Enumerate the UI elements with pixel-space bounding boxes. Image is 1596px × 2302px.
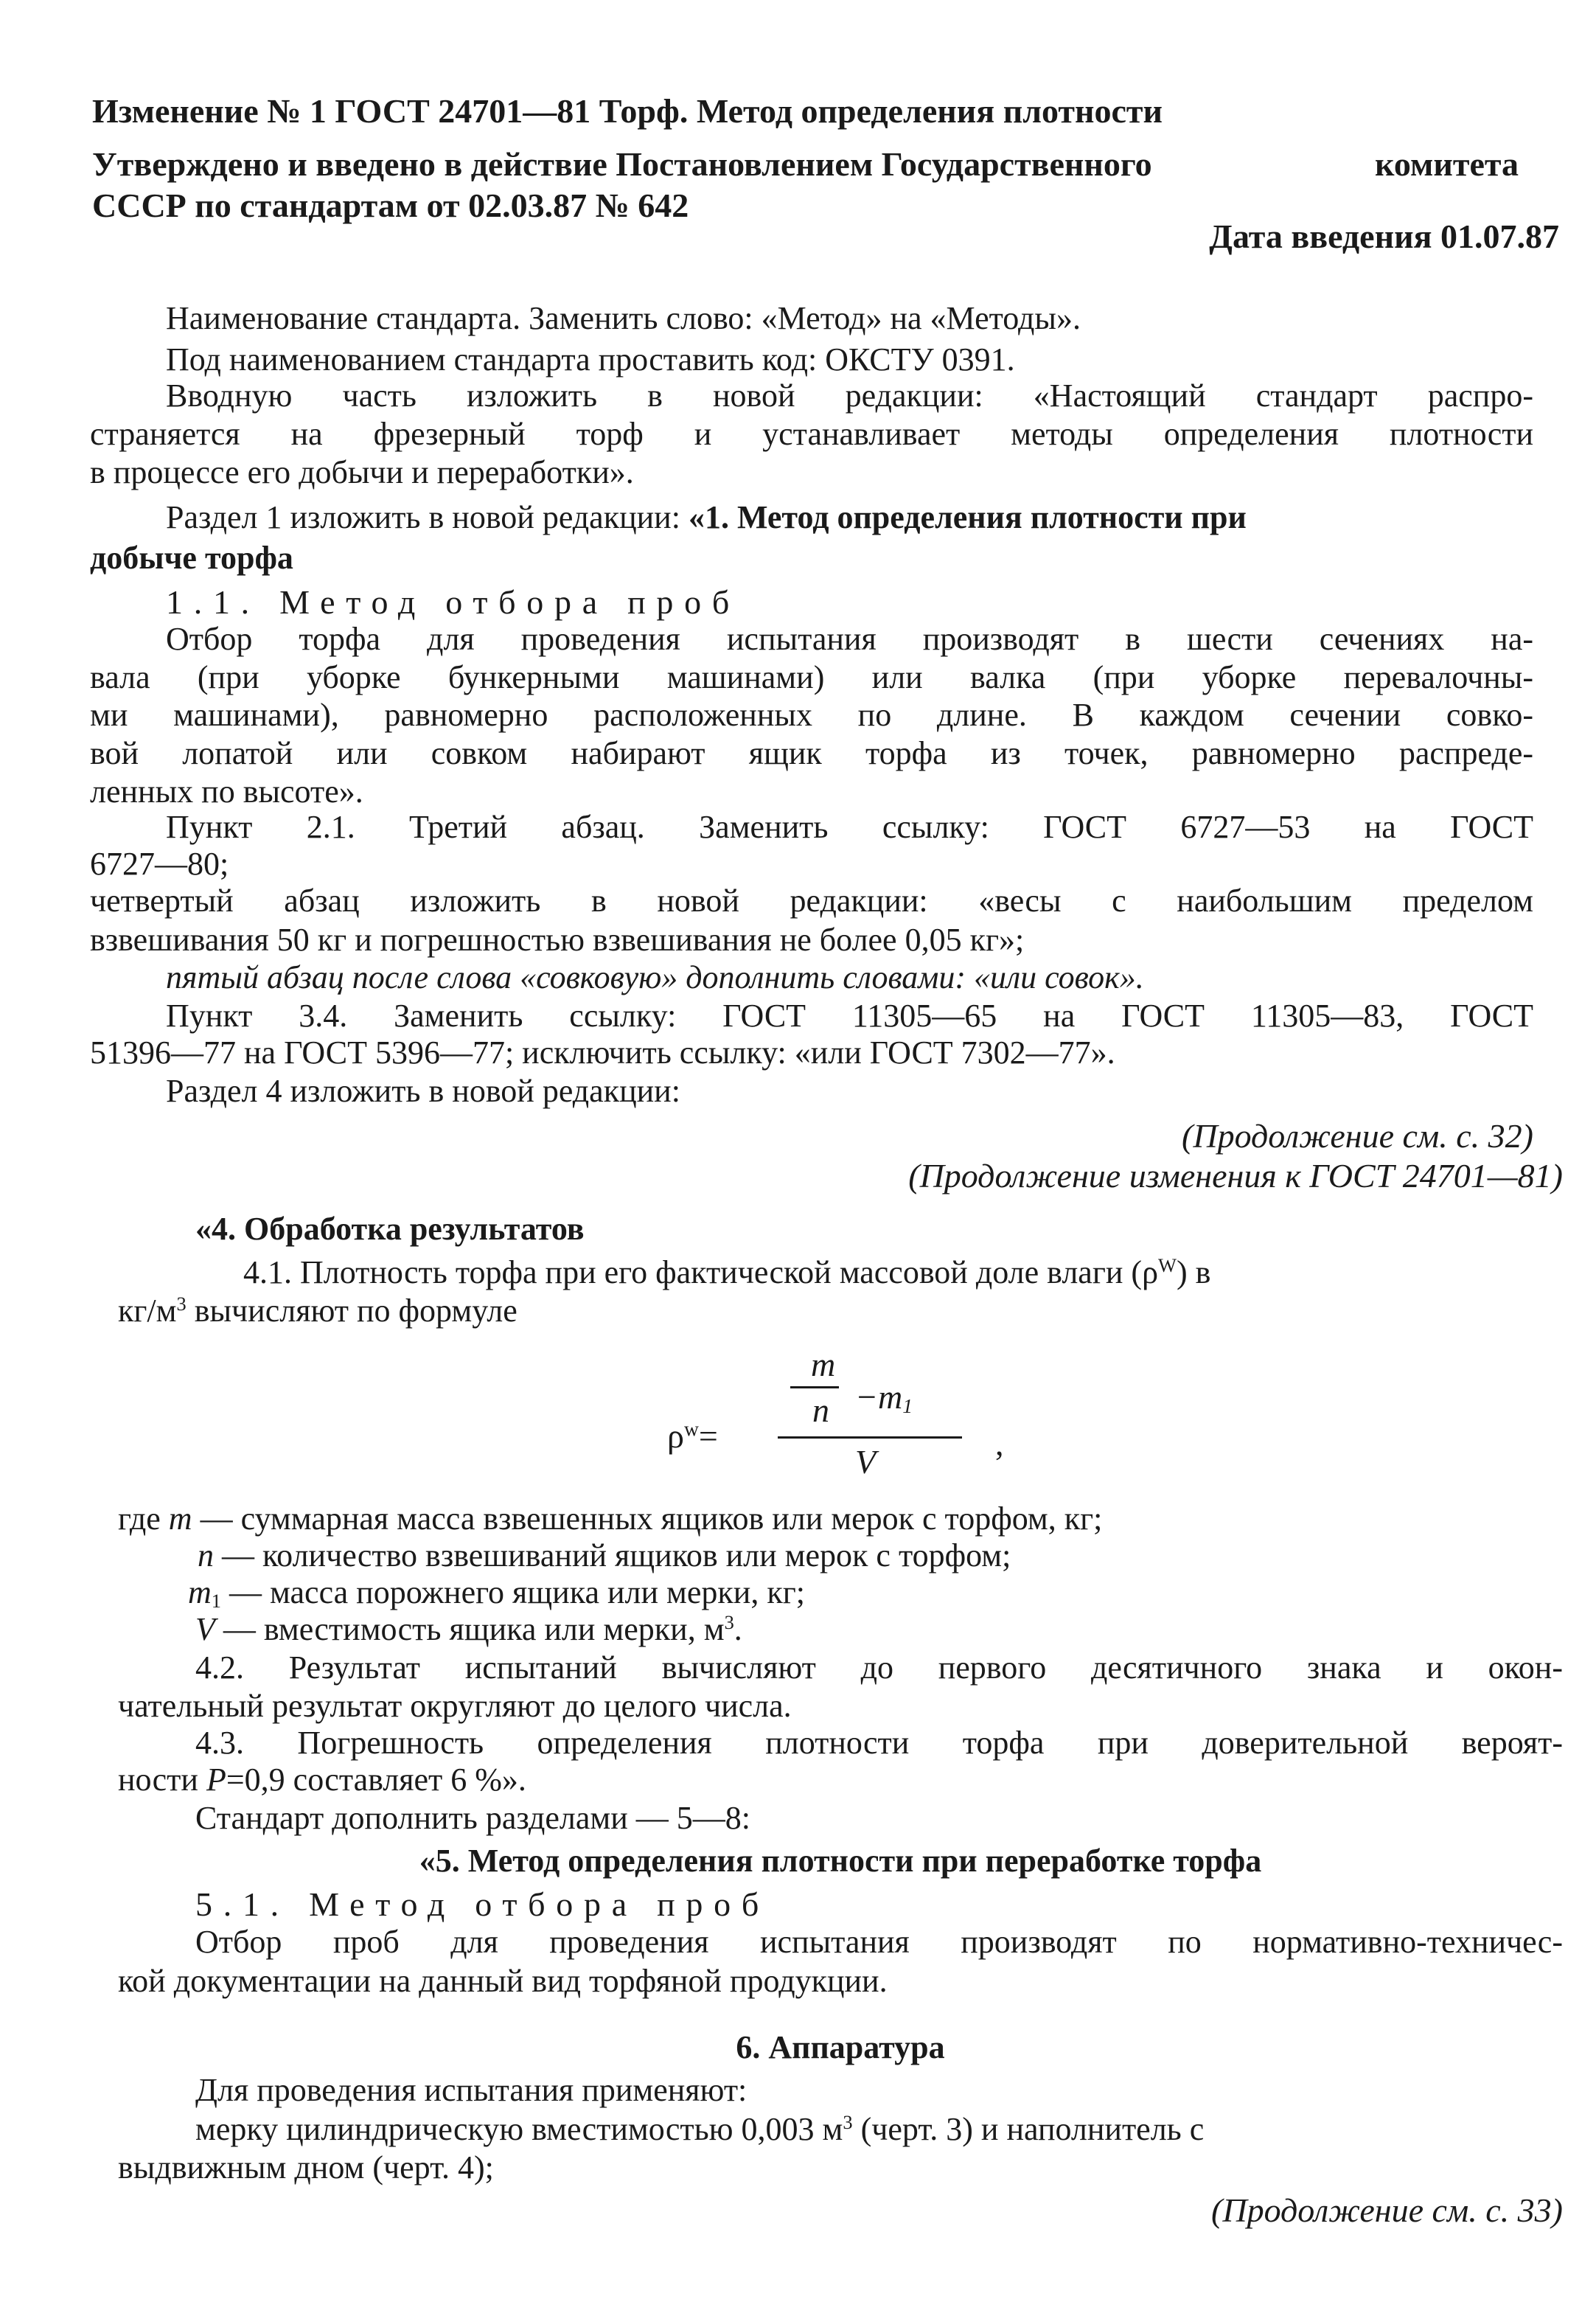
point-2-1-line-4: взвешивания 50 кг и погрешностью взвешивания не более 0,05 кг»; [90, 922, 1025, 958]
continuation-page-33: (Продолжение см. с. 33) [1211, 2191, 1563, 2229]
point-4-3-line-1: 4.3. Погрешность определения плотности торфа при доверительной вероят- [195, 1725, 1563, 1761]
where-m1-symbol: m [188, 1574, 212, 1610]
where-n-symbol: n [198, 1537, 214, 1574]
point-4-1-unit-sup: 3 [176, 1292, 187, 1315]
subsection-5-1-heading: 5.1. Метод отбора проб [195, 1885, 770, 1923]
where-V-text: — вместимость ящика или мерки, м [223, 1611, 725, 1647]
formula-rho-symbol: ρ [667, 1417, 684, 1455]
section1-intro-bold: «1. Метод определения плотности при [688, 499, 1247, 535]
paragraph-standard-name: Наименование стандарта. Заменить слово: «Метод» на «Методы». [166, 300, 1081, 336]
paragraph-intro-3: в процессе его добычи и переработки». [90, 454, 634, 490]
section6-item-1-end: (черт. 3) и наполнитель с [852, 2111, 1205, 2147]
where-n-text: — количество взвешиваний ящиков или мерок с торфом; [222, 1537, 1011, 1574]
approval-line-1-end: комитета [1375, 145, 1519, 183]
formula-sub-1: 1 [902, 1394, 913, 1418]
formula-equals: = [698, 1417, 718, 1455]
where-label: где [118, 1501, 161, 1537]
where-m [118, 1503, 1102, 1535]
point-4-1-formula-intro: вычисляют по формуле [186, 1293, 518, 1329]
continuation-of-change: (Продолжение изменения к ГОСТ 24701—81) [908, 1157, 1563, 1195]
formula-comma: , [995, 1425, 1004, 1462]
effective-date: Дата введения 01.07.87 [1209, 218, 1559, 255]
formula-inner-fraction-bar [790, 1386, 839, 1388]
subsection-1-1-line-5: ленных по высоте». [90, 773, 363, 810]
where-m-symbol: m [168, 1501, 192, 1537]
point-4-1-line-2 [118, 1292, 518, 1329]
subsection-5-1-line-2: кой документации на данный вид торфяной продукции. [118, 1963, 888, 1999]
subsection-1-1-line-2: вала (при уборке бункерными машинами) или валка (при уборке перевалочны- [90, 659, 1533, 695]
point-4-1-unit: кг/м [118, 1293, 177, 1329]
section1-intro-plain: Раздел 1 изложить в новой редакции: [166, 499, 680, 535]
subsection-1-1-line-4: вой лопатой или совком набирают ящик торфа из точек, равномерно распреде- [90, 735, 1533, 771]
point-4-2-line-1: 4.2. Результат испытаний вычисляют до первого десятичного знака и окон- [195, 1649, 1563, 1686]
section6-intro: Для проведения испытания применяют: [195, 2072, 748, 2108]
formula-V: V [855, 1443, 877, 1481]
section6-heading: 6. Аппаратура [736, 2029, 945, 2065]
section5-heading: «5. Метод определения плотности при переработке торфа [419, 1843, 1262, 1879]
point-4-3-prefix: ности [118, 1762, 198, 1798]
formula-n: n [812, 1391, 829, 1429]
section6-item-1-text: мерку цилиндрическую вместимостью 0,003 м [195, 2111, 843, 2147]
paragraph-intro-1: Вводную часть изложить в новой редакции: «Настоящий стандарт распро- [166, 378, 1533, 414]
where-V-end: . [733, 1611, 742, 1647]
formula-minus-m1 [855, 1378, 913, 1418]
formula-rho [667, 1416, 718, 1455]
formula-rho-sup: w [683, 1416, 699, 1440]
section4-heading: «4. Обработка результатов [195, 1211, 585, 1247]
where-V [195, 1610, 742, 1647]
point-2-1-line-5: пятый абзац после слова «совковую» дополнить словами: «или совок». [166, 959, 1144, 995]
point-2-1-line-2: 6727—80; [90, 846, 229, 882]
point-4-1-end: ) в [1176, 1254, 1211, 1290]
subsection-1-1-heading: 1.1. Метод отбора проб [166, 583, 740, 621]
approval-line-1: Утверждено и введено в действие Постановлением Государственного [92, 145, 1152, 183]
point-4-2-line-2: чательный результат округляют до целого числа. [118, 1688, 792, 1724]
section6-item-1-line-2: выдвижным дном (черт. 4); [118, 2149, 494, 2185]
where-V-symbol: V [195, 1611, 215, 1647]
subsection-1-1-line-3: ми машинами), равномерно расположенных по длине. В каждом сечении совко- [90, 697, 1533, 733]
section6-item-1 [195, 2110, 1205, 2147]
where-m1 [188, 1574, 805, 1613]
formula-main-fraction-bar [778, 1436, 962, 1439]
approval-line-2: СССР по стандартам от 02.03.87 № 642 [92, 187, 689, 224]
formula-m: m [811, 1346, 836, 1383]
point-2-1-line-3: четвертый абзац изложить в новой редакции: «весы с наибольшим пределом [90, 883, 1533, 919]
paragraph-intro-2: страняется на фрезерный торф и устанавливает методы определения плотности [90, 416, 1533, 452]
point-3-4-line-2: 51396—77 на ГОСТ 5396—77; исключить ссылку: «или ГОСТ 7302—77». [90, 1034, 1115, 1071]
point-4-1-line-1 [243, 1253, 1211, 1290]
where-m1-sub: 1 [211, 1590, 221, 1613]
formula-minus-m: −m [855, 1378, 903, 1416]
where-m-text: — суммарная масса взвешенных ящиков или мерок с торфом, кг; [200, 1501, 1103, 1537]
point-4-1-text: 4.1. Плотность торфа при его фактической массовой доле влаги (ρ [243, 1254, 1159, 1290]
point-2-1-line-1: Пункт 2.1. Третий абзац. Заменить ссылку: ГОСТ 6727—53 на ГОСТ [166, 809, 1533, 845]
subsection-5-1-line-1: Отбор проб для проведения испытания производят по нормативно-техничес- [195, 1924, 1563, 1960]
subsection-1-1-line-1: Отбор торфа для проведения испытания производят в шести сечениях на- [166, 621, 1533, 657]
point-4-1-sup: W [1158, 1253, 1177, 1276]
where-m1-text: — масса порожнего ящика или мерки, кг; [229, 1574, 805, 1610]
point-4-3-P: P [206, 1762, 226, 1798]
section6-item-1-sup: 3 [843, 2110, 853, 2133]
point-4-3-end: =0,9 составляет 6 %». [226, 1762, 526, 1798]
point-4-3-line-2 [118, 1764, 526, 1796]
where-n [198, 1537, 1011, 1574]
document-title: Изменение № 1 ГОСТ 24701—81 Торф. Метод определения плотности [92, 92, 1163, 130]
section1-intro [166, 501, 1247, 534]
section1-heading-end: добыче торфа [90, 540, 293, 576]
where-V-sup: 3 [724, 1610, 734, 1633]
paragraph-code: Под наименованием стандарта проставить код: ОКСТУ 0391. [166, 341, 1015, 378]
continuation-page-32: (Продолжение см. с. 32) [1182, 1117, 1533, 1155]
sections-addition: Стандарт дополнить разделами — 5—8: [195, 1800, 751, 1836]
section4-intro: Раздел 4 изложить в новой редакции: [166, 1073, 680, 1109]
point-3-4-line-1: Пункт 3.4. Заменить ссылку: ГОСТ 11305—65 на ГОСТ 11305—83, ГОСТ [166, 998, 1533, 1034]
